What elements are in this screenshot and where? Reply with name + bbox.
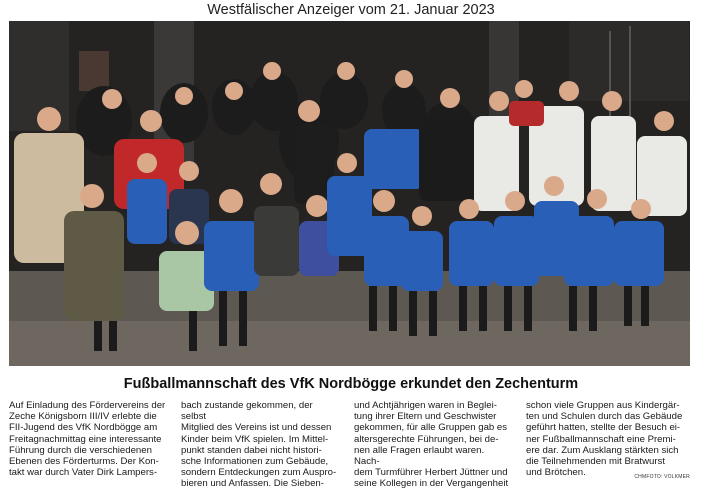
group-photo: [9, 21, 690, 366]
newspaper-header: Westfälischer Anzeiger vom 21. Januar 2023: [207, 2, 495, 18]
article-column-4: schon viele Gruppen aus Kindergär- ten und Schulen durch das Gebäude geführt hatten, stellte der Besuch ei- ner Fußballmannschaft eine Premi- ere dar. Zum Ausklang stärkten sich die Teilnehmenden mit Bratwurst und Brötchen.: [526, 400, 683, 479]
article-body: [9, 400, 693, 488]
photo-credit: CHMFOTO: VOLKMER: [634, 474, 690, 480]
article-column-1: Auf Einladung des Fördervereins der Zeche Königsborn III/IV erlebte die FII-Jugend des VfK Nordbögge am Freitagnachmittag eine interessante Führung durch die verschiedenen Ebenen des Förderturms. Der Kon- takt war durch Vater Dirk Lampers-: [9, 400, 166, 479]
article-column-2: bach zustande gekommen, der selbst Mitglied des Vereins ist und dessen Kinder beim VfK spielen. Im Mittel- punkt standen dabei nicht histori- sche Informationen zum Gebäude, sondern Entdeckungen zum Auspro- bieren und Anfassen. Die Sieben-: [181, 400, 337, 490]
group-photo-illustration: [9, 21, 690, 366]
article-headline: Fußballmannschaft des VfK Nordbögge erkundet den Zechenturm: [123, 376, 579, 392]
article-column-3: und Achtjährigen waren in Beglei- tung ihrer Eltern und Geschwister gekommen, für alle Gruppen gab es altersgerechte Führungen, bei de- nen alle Fragen erlaubt waren. Nach- dem Turmführer Herbert Jüttner und seine Kollegen in der Vergangenheit: [354, 400, 509, 490]
